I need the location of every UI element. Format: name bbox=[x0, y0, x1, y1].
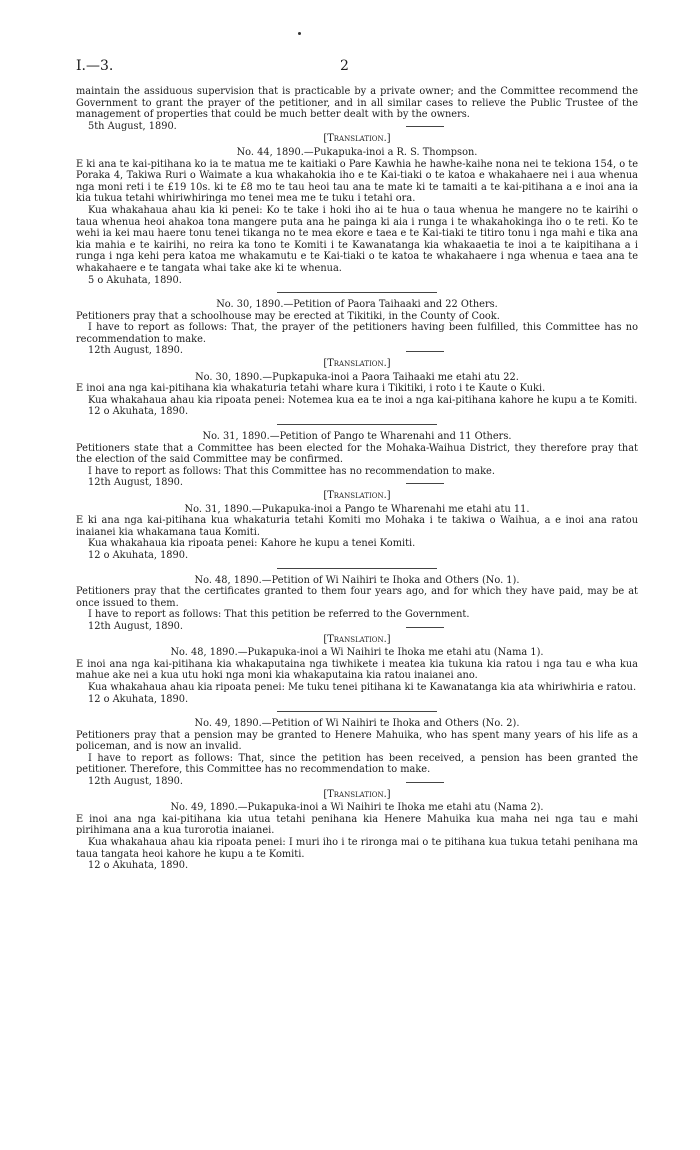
petition-paragraph: E inoi ana nga kai-pitihana kia whakaturia tetahi whare kura i Tikitiki, i roto i te Kaute o Kuki. bbox=[76, 383, 546, 395]
short-rule bbox=[406, 483, 444, 490]
petition-heading: No. 49, 1890.—Petition of Wi Naihiri te Ihoka and Others (No. 2). bbox=[194, 718, 520, 730]
short-rule bbox=[406, 351, 444, 358]
document-body bbox=[76, 86, 638, 872]
petition-paragraph: Petitioners pray that a schoolhouse may be erected at Tikitiki, in the County of Cook. bbox=[76, 310, 500, 322]
petition-heading: No. 49, 1890.—Pukapuka-inoi a Wi Naihiri te Ihoka me etahi atu (Nama 2). bbox=[170, 802, 544, 814]
petition-heading: No. 30, 1890.—Petition of Paora Taihaaki and 22 Others. bbox=[216, 299, 498, 311]
paper-reference: I.—3. bbox=[76, 58, 114, 74]
section-rule bbox=[277, 292, 437, 293]
report-date: 12th August, 1890. bbox=[88, 477, 184, 489]
short-rule bbox=[406, 782, 444, 789]
report-date: 12 o Akuhata, 1890. bbox=[88, 693, 189, 705]
petition-paragraph: Petitioners state that a Committee has been elected for the Mohaka-Waihua District, they therefore pray that the election of the said Committee may be confirmed. bbox=[76, 442, 638, 466]
report-paragraph: I have to report as follows: That, the prayer of the petitioners having been fulfilled, this Committee has no recommendation to make. bbox=[76, 322, 638, 345]
ink-dot bbox=[298, 32, 301, 35]
translation-label: [Translation.] bbox=[323, 133, 391, 145]
report-paragraph: Kua whakahaua ahau kia ki penei: Ko te take i hoki iho ai te hua o taua whenua he mangere no te kairihi o taua whenua heoi ahakoa tona mangere puta ana he painga ki aia i runga i te whakahokinga iho o te reti. Ko te wehi ia kei mau haere tonu tenei tikanga no te mea ekore e taea e te Kai-tiaki te titiro tonu i nga mahi e tika ana kia mahia e te kairihi, no reira ka tono te Komiti i te Kawanatanga kia whakaaetia te inoi a te kaipitihana a i runga i nga kehi pera katoa me whakamutu e te Kai-tiaki o te katoa te whakahaere i nga whenua e taea ana te whakahaere e te tangata whai take ake ki te whenua. bbox=[76, 204, 638, 274]
report-paragraph: Kua whakahaua ahau kia ripoata penei: I muri iho i te rironga mai o te pitihana kua tukua tetahi penihana ma taua tangata heoi kahore he kupu a te Komiti. bbox=[76, 837, 638, 860]
petition-heading: No. 48, 1890.—Pukapuka-inoi a Wi Naihiri te Ihoka me etahi atu (Nama 1). bbox=[170, 647, 544, 659]
report-paragraph: I have to report as follows: That this Committee has no recommendation to make. bbox=[88, 465, 495, 477]
petition-paragraph: Petitioners pray that the certificates granted to them four years ago, and for which they have paid, may be at once issued to them. bbox=[76, 586, 638, 609]
section-rule bbox=[277, 568, 437, 569]
page-header bbox=[76, 58, 636, 78]
report-paragraph: I have to report as follows: That, since the petition has been received, a pension has been granted the petitioner. Therefore, this Committee has no recommendation to make. bbox=[76, 752, 638, 776]
petition-paragraph: maintain the assiduous supervision that is practicable by a private owner; and the Committee recommend the Government to grant the prayer of the petitioner, and in all similar cases to relieve the Public Trustee of the management of properties that could be much better dealt with by the owners. bbox=[76, 86, 638, 121]
petition-heading: No. 31, 1890.—Petition of Pango te Wharenahi and 11 Others. bbox=[202, 431, 512, 443]
petition-paragraph: E inoi ana nga kai-pitihana kia utua tetahi penihana kia Henere Mahuika kua maha nei nga tau e mahi pirihimana ana a kua turorotia inaianei. bbox=[76, 813, 638, 837]
section-rule bbox=[277, 424, 437, 425]
translation-label: [Translation.] bbox=[323, 358, 391, 370]
report-date: 12th August, 1890. bbox=[88, 620, 184, 632]
report-date: 12 o Akuhata, 1890. bbox=[88, 860, 189, 872]
report-paragraph: Kua whakahaua ahau kia ripoata penei: Me tuku tenei pitihana ki te Kawanatanga kia ata whiriwhiria e ratou. bbox=[88, 681, 637, 693]
section-rule bbox=[277, 711, 437, 712]
short-rule bbox=[406, 126, 444, 133]
petition-heading: No. 48, 1890.—Petition of Wi Naihiri te Ihoka and Others (No. 1). bbox=[194, 574, 520, 586]
petition-heading: No. 31, 1890.—Pukapuka-inoi a Pango te Wharenahi me etahi atu 11. bbox=[184, 503, 530, 515]
report-date: 5 o Akuhata, 1890. bbox=[88, 274, 182, 286]
report-date: 12th August, 1890. bbox=[88, 776, 184, 788]
report-date: 12 o Akuhata, 1890. bbox=[88, 406, 189, 418]
report-date: 12th August, 1890. bbox=[88, 345, 184, 357]
translation-label: [Translation.] bbox=[323, 788, 391, 800]
petition-paragraph: E ki ana te kai-pitihana ko ia te matua me te kaitiaki o Pare Kawhia he hawhe-kaihe nona nei te tekiona 154, o te Poraka 4, Takiwa Ruri o Waimate a kua whakahokia iho e te Kai-tiaki o te katoa e whakahaere nei i aua whenua nga moni reti i te £19 10s. ki te £8 mo te tau heoi tau ana te mate ki te tamaiti a te kai-pitihana a e inoi ana ia kia tukua tetahi whiriwhiringa mo tenei mea me te tuku i tetahi ora. bbox=[76, 158, 638, 205]
translation-label: [Translation.] bbox=[323, 490, 391, 501]
petition-heading: No. 30, 1890.—Pupkapuka-inoi a Paora Taihaaki me etahi atu 22. bbox=[195, 371, 519, 383]
petition-paragraph: Petitioners pray that a pension may be granted to Henere Mahuika, who has spent many years of his life as a policeman, and is now an invalid. bbox=[76, 729, 638, 753]
report-paragraph: Kua whakahaua ahau kia ripoata penei: Notemea kua ea te inoi a nga kai-pitihana kahore he kupu a te Komiti. bbox=[88, 394, 638, 406]
report-paragraph: I have to report as follows: That this petition be referred to the Government. bbox=[88, 609, 470, 621]
report-paragraph: Kua whakahaua kia ripoata penei: Kahore he kupu a tenei Komiti. bbox=[88, 538, 416, 550]
report-date: 5th August, 1890. bbox=[88, 120, 177, 132]
petition-paragraph: E ki ana nga kai-pitihana kua whakaturia tetahi Komiti mo Mohaka i te takiwa o Waihua, a e inoi ana ratou inaianei kia whakamana taua Komiti. bbox=[76, 515, 638, 538]
translation-label: [Translation.] bbox=[323, 633, 391, 645]
petition-paragraph: E inoi ana nga kai-pitihana kia whakaputaina nga tiwhikete i meatea kia tukuna kia ratou i nga tau e wha kua mahue ake nei a kua utu hoki nga moni kia whakaputaina kia ratou inaianei ano. bbox=[76, 658, 638, 682]
petition-heading: No. 44, 1890.—Pukapuka-inoi a R. S. Thompson. bbox=[236, 146, 478, 158]
report-date: 12 o Akuhata, 1890. bbox=[88, 549, 189, 561]
short-rule bbox=[406, 627, 444, 634]
page-number: 2 bbox=[340, 58, 349, 74]
